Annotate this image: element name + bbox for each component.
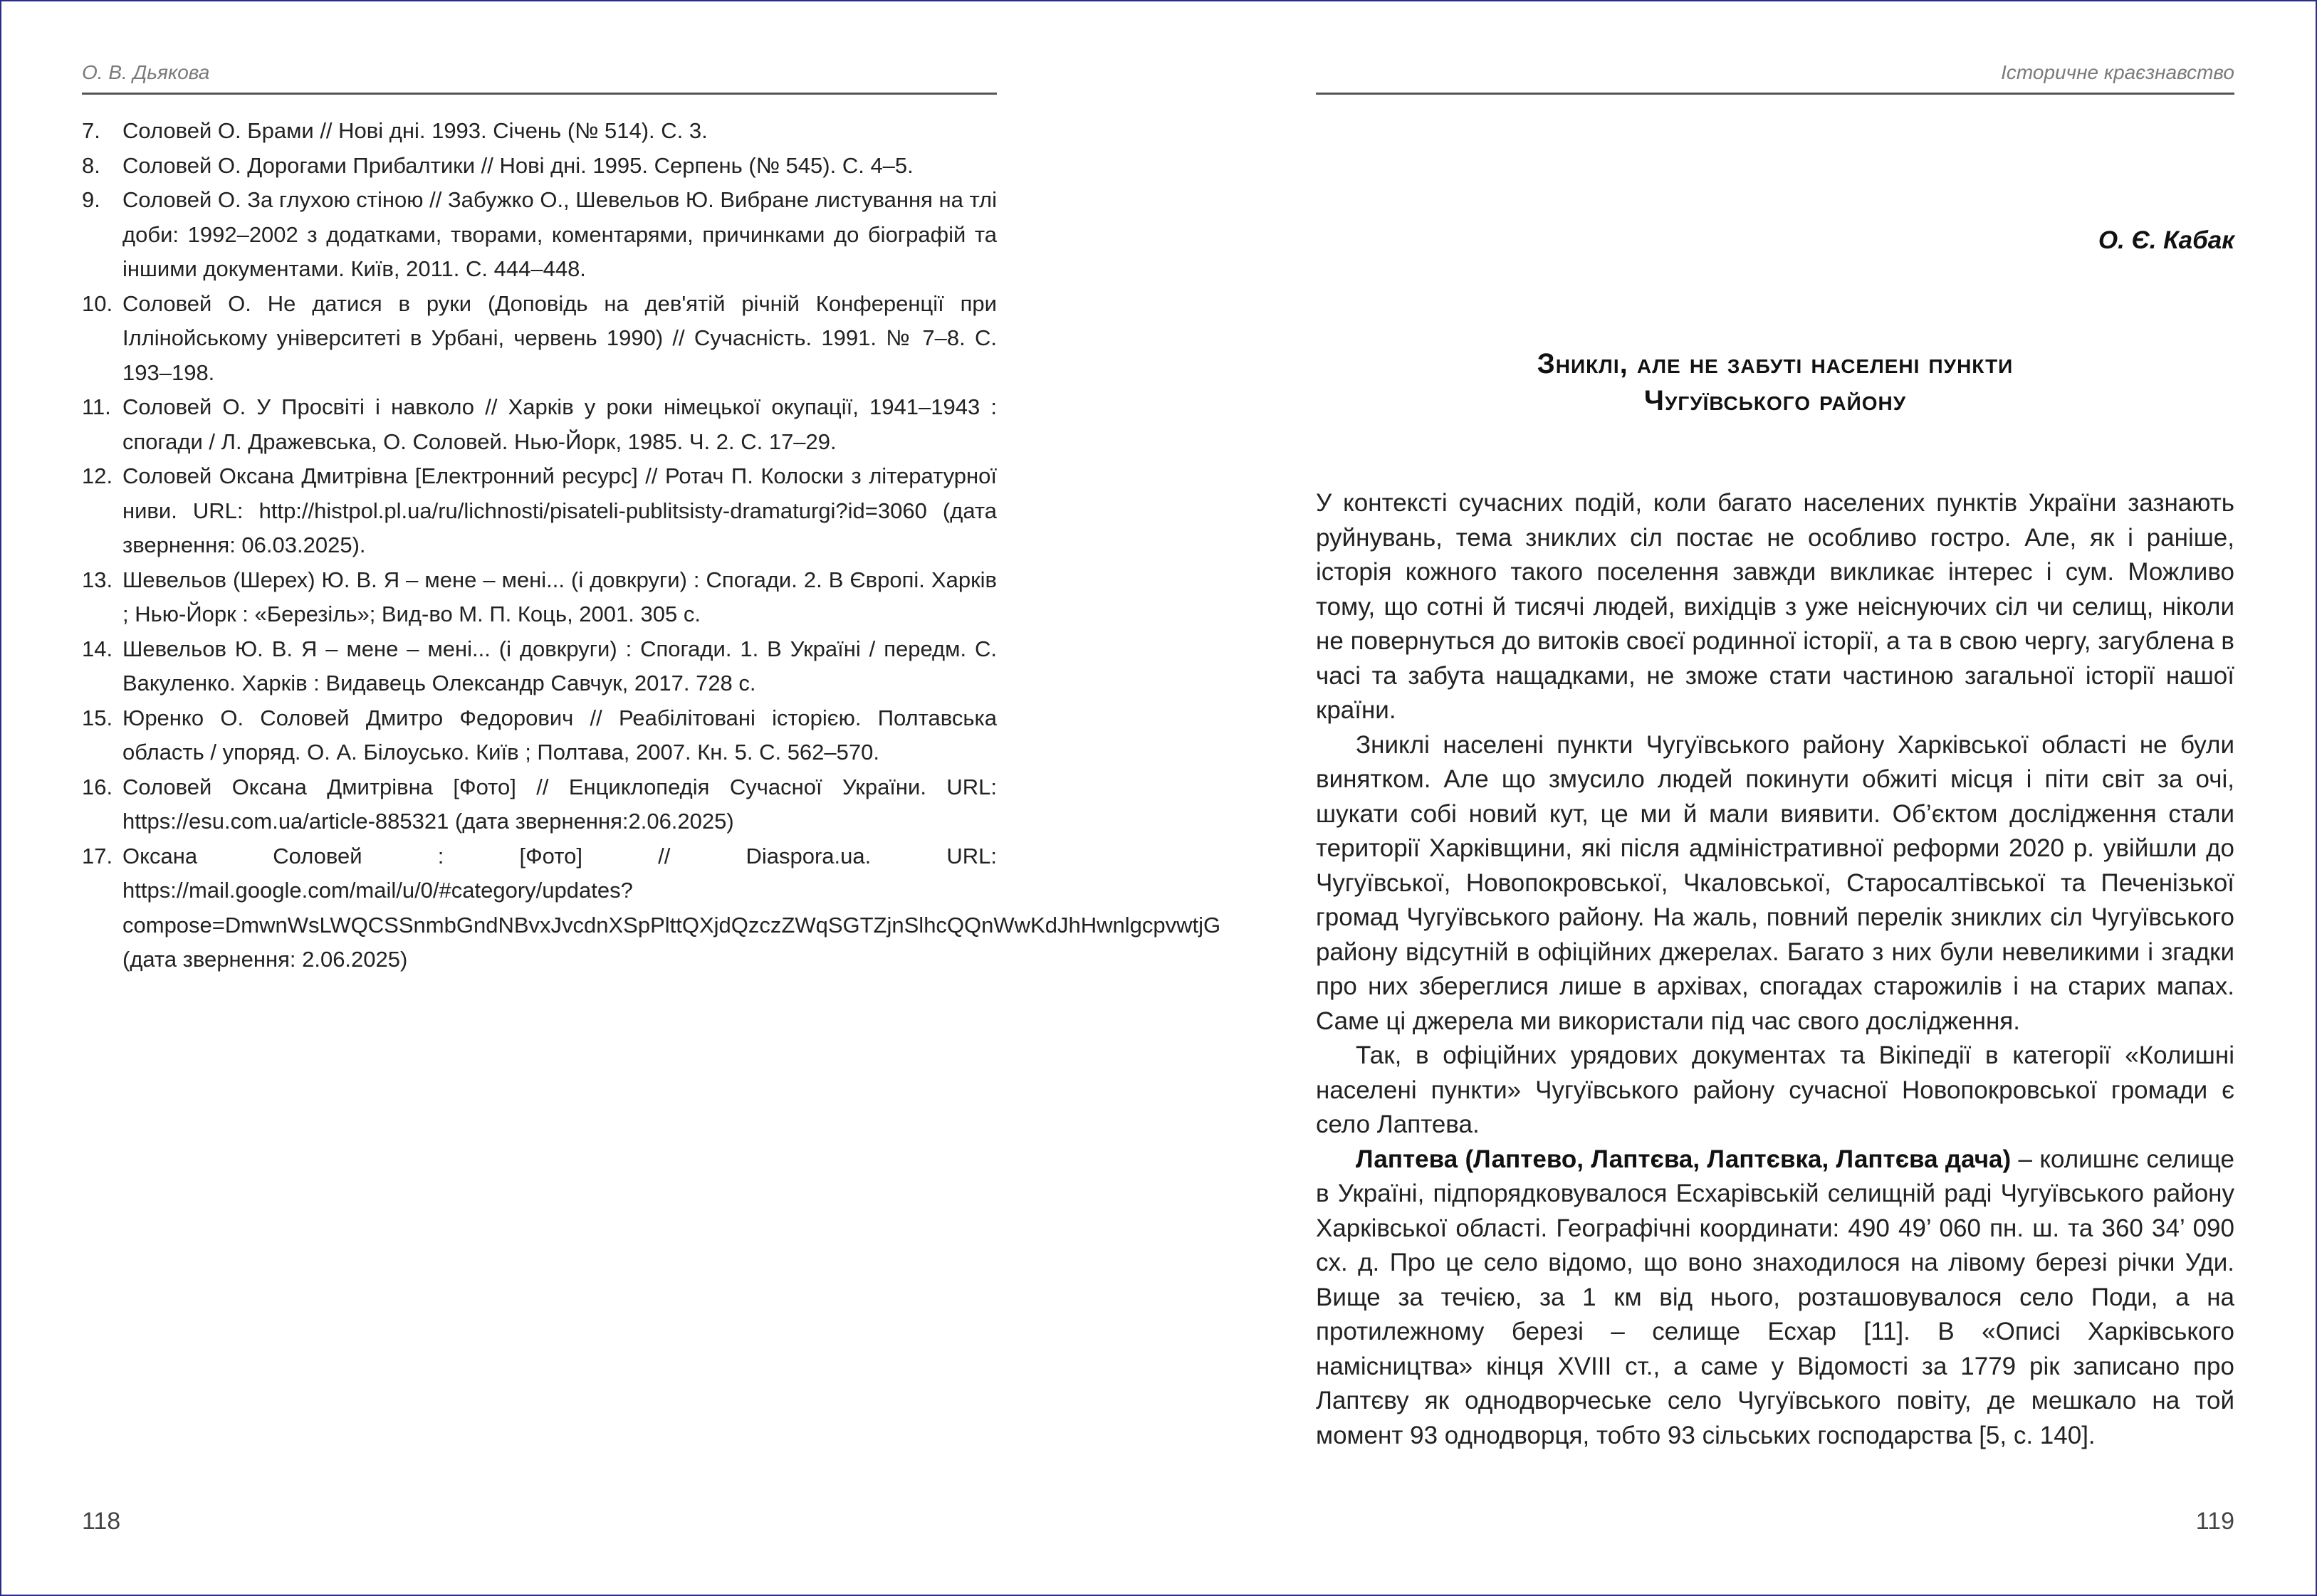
reference-item	[82, 114, 997, 149]
page-number-left: 118	[82, 1508, 121, 1535]
reference-list	[82, 114, 1221, 977]
right-page	[1316, 0, 2234, 1596]
reference-text: Шевельов Ю. В. Я – мене – мені... (і довкруги) : Спогади. 1. В Україні / передм. С. Вакуленко. Харків : Видавець Олександр Савчук, 2017. 728 с.	[122, 636, 997, 695]
page-number-right: 119	[2195, 1508, 2234, 1535]
body-paragraph	[1316, 1143, 2234, 1454]
reference-number: 10.	[82, 290, 113, 316]
reference-text: Соловей О. За глухою стіною // Забужко О., Шевельов Ю. Вибране листування на тлі доби: 1992–2002 з додатками, творами, коментарями, причинками до біографій та іншими документами. Київ, 2011. С. 444–448.	[122, 187, 997, 281]
article-body	[1316, 486, 2234, 1453]
running-header-right	[1316, 57, 2234, 95]
reference-text: Юренко О. Соловей Дмитро Федорович // Реабілітовані історією. Полтавська область / упоряд. О. А. Білоусько. Київ ; Полтава, 2007. Кн. 5. С. 562–570.	[122, 705, 997, 765]
reference-text: Оксана Соловей : [Фото] // Diaspora.ua. URL: https://mail.google.com/mail/u/0/#category/updates?compose=DmwnWsLWQCSSnmbGndNBvxJvcdnXSpPlttQXjdQzczZWqSGTZjnSlhcQQnWwKdJhHwnlgcpvwtjG (дата звернення: 2.06.2025)	[122, 843, 1221, 972]
reference-number: 15.	[82, 705, 113, 730]
left-page	[82, 0, 1221, 1596]
body-paragraph: У контексті сучасних подій, коли багато населених пунктів України зазнають руйнувань, тема зниклих сіл постає не особливо гостро. Але, як і раніше, історія кожного такого поселення завжди викликає інтерес і сум. Можливо тому, що сотні й тисячі людей, вихідців з уже неіснуючих сіл чи селищ, ніколи не повернуться до витоків своєї родинної історії, а та в свою чергу, загублена в часі та забута нащадками, не зможе стати частиною загальної історії нашої країни.	[1316, 489, 2234, 724]
body-paragraph: Зниклі населені пункти Чугуївського району Харківської області не були винятком. Але що змусило людей покинути обжиті місця і піти світ за очі, шукати собі новий кут, це ми й мали виявити. Об’єктом дослідження стали території Харківщини, які після адміністративної реформи 2020 р. увійшли до Чугуївської, Новопокровської, Чкаловської, Старосалтівської та Печенізької громад Чугуївського району. На жаль, повний перелік зниклих сіл Чугуївського району відсутній в офіційних джерелах. Багато з них були невеликими і згадки про них збереглися лише в архівах, спогадах старожилів і на старих мапах. Саме ці джерела ми використали під час свого дослідження.	[1316, 730, 2234, 1035]
settlement-name: Лаптева (Лаптево, Лаптєва, Лаптєвка, Лаптєва дача)	[1356, 1145, 2012, 1173]
reference-number: 8.	[82, 152, 100, 178]
reference-text: Соловей О. У Просвіті і навколо // Харків у роки німецької окупації, 1941–1943 : спогади / Л. Дражевська, О. Соловей. Нью-Йорк, 1985. Ч. 2. С. 17–29.	[122, 394, 997, 454]
reference-item	[82, 390, 997, 459]
article-author: О. Є. Кабак	[2098, 226, 2234, 254]
body-paragraph: Так, в офіційних урядових документах та Вікіпедії в категорії «Колишні населені пункти» Чугуївського району сучасної Новопокровської громади є село Лаптева.	[1316, 1041, 2234, 1138]
settlement-description: – колишнє селище в Україні, підпорядковувалося Есхарівській селищній раді Чугуївського району Харківської області. Географічні координати: 490 49’ 060 пн. ш. та 360 34’ 090 сх. д. Про це село відомо, що воно знаходилося на лівому березі річки Уди. Вище за течією, за 1 км від нього, розташовувалося село Поди, а на протилежному березі – селище Есхар [11]. В «Описі Харківського намісництва» кінця XVIII ст., а саме у Відомості за 1779 рік записано про Лаптєву як однодворчеське село Чугуївського повіту, де мешкало на той момент 93 однодворця, тобто 93 сільських господарства [5, с. 140].	[1316, 1145, 2234, 1449]
reference-text: Соловей Оксана Дмитрівна [Електронний ресурс] // Ротач П. Колоски з літературної ниви. URL: http://histpol.pl.ua/ru/lichnosti/pisateli-publitsisty-dramaturgi?id=3060 (дата звернення: 06.03.2025).	[122, 463, 997, 557]
reference-text: Шевельов (Шерех) Ю. В. Я – мене – мені... (і довкруги) : Спогади. 2. В Європі. Харків ; Нью-Йорк : «Березіль»; Вид-во М. П. Коць, 2001. 305 с.	[122, 567, 997, 626]
reference-number: 12.	[82, 463, 113, 488]
reference-text: Соловей Оксана Дмитрівна [Фото] // Енциклопедія Сучасної України. URL: https://esu.com.ua/article-885321 (дата звернення:2.06.2025)	[122, 774, 997, 834]
reference-item	[82, 183, 997, 287]
article-title-line-1: Зниклі, але не забуті населені пункти	[1537, 348, 2014, 379]
reference-item	[82, 287, 997, 391]
reference-number: 7.	[82, 118, 100, 143]
article-title-line-2: Чугуївського району	[1643, 385, 1907, 416]
reference-item	[82, 770, 997, 839]
running-header-left	[82, 57, 997, 95]
reference-text: Соловей О. Брами // Нові дні. 1993. Січень (№ 514). С. 3.	[122, 118, 708, 143]
header-author: О. В. Дьякова	[82, 61, 210, 83]
article-title	[1316, 345, 2234, 419]
reference-number: 17.	[82, 843, 113, 868]
reference-item	[82, 459, 997, 563]
reference-number: 9.	[82, 187, 100, 212]
header-section: Історичне краєзнавство	[2001, 61, 2234, 83]
reference-text: Соловей О. Дорогами Прибалтики // Нові дні. 1995. Серпень (№ 545). С. 4–5.	[122, 152, 914, 178]
reference-item	[82, 149, 997, 184]
reference-item	[82, 632, 997, 701]
reference-number: 14.	[82, 636, 113, 661]
reference-number: 11.	[82, 394, 111, 419]
reference-item	[82, 563, 997, 632]
reference-item	[82, 839, 1221, 977]
reference-text: Соловей О. Не датися в руки (Доповідь на дев'ятій річній Конференції при Іллінойському університеті в Урбані, червень 1990) // Сучасність. 1991. № 7–8. С. 193–198.	[122, 290, 997, 385]
reference-item	[82, 701, 997, 770]
reference-number: 13.	[82, 567, 113, 592]
reference-number: 16.	[82, 774, 113, 799]
